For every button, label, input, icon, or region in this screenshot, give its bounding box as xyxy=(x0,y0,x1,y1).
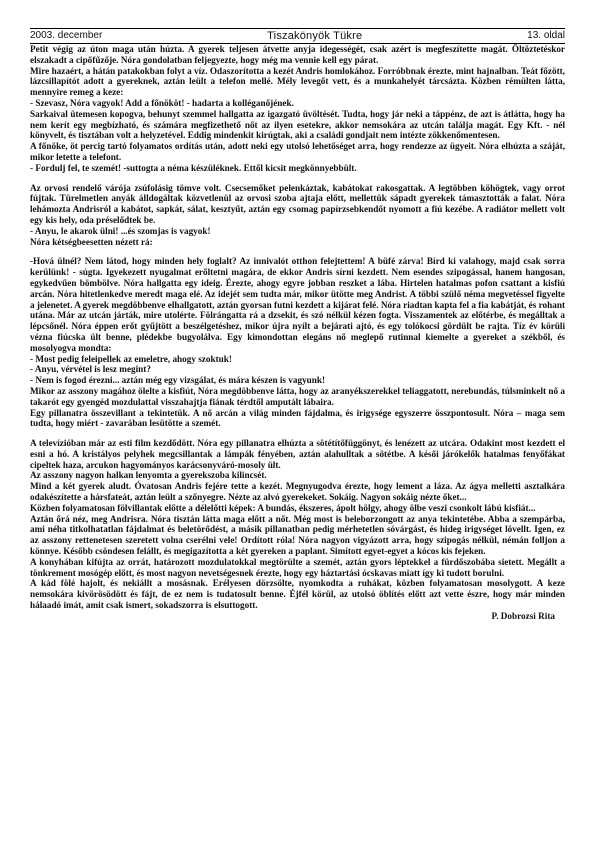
paragraph: Mikor az asszony magához ölelte a kisfiút, Nóra megdöbbenve látta, hogy az aranyékszerekkel teliaggatott, nerebundás, túlsminkelt nő a takarót egy gyengéd mozdulattal visszahajtja fiának térdtől amputált lábaira. xyxy=(30,385,565,407)
paragraph: Közben folyamatosan fölvillantak előtte a délelőtti képek: A bundás, ékszeres, ápolt hölgy, ahogy ölbe veszi csonkolt lábú kisfiát... xyxy=(30,502,536,513)
paragraph: Egy pillanatra összevillant a tekintetük. A nő arcán a világ minden fájdalma, és irigysége egyszerre összpontosult. Nóra – maga sem tudta, hogy miért - zavarában lesütötte a szemét. xyxy=(30,407,565,429)
paragraph: Aztán őrá néz, meg Andrisra. Nóra tisztán látta maga előtt a nőt. Még most is beleborzongott az anya tekintetébe. Abba a szempárba, ami néha titkolhatatlan fájdalmat és beletörődést, a másik pillanatban pedig mérhetetlen sóvárgást, és hideg irigységet lövellt. Igen, ez az asszony rettenetesen szeretett volna cserélni vele! Ordított róla! Nóra nagyon vigyázott arra, hogy szipogás nélkül, némán folljon a könnye. Később csöndesen felállt, és megigazította a két gyereken a paplant. Simított egyet-egyet a kócos kis fejeken. xyxy=(30,513,565,557)
author-signature: P. Dobrozsi Rita xyxy=(491,610,555,621)
issue-date: 2003. december xyxy=(30,30,103,41)
paragraph: Az orvosi rendelő várója zsúfolásig tömve volt. Csecsemőket pelenkáztak, kabátokat rakosgattak. A legtöbben köhögtek, vagy orrot fújtak. Türelmetlen anyák álldogáltak közvetlenül az orvosi szoba ajtaja előtt, mellettük sápadt gyerekek támasztották a falat. Nóra lehámozta Andrisról a kabátot, sapkát, sálat, kesztyűt, aztán egy csomag papírzsebkendőt nyomott a fiú kezébe. A radiátor mellett volt egy kis hely, oda préselődtek be. xyxy=(30,182,565,225)
page-header xyxy=(30,28,565,44)
section-gap xyxy=(30,247,565,256)
paragraph: - Szevasz, Nóra vagyok! Add a főnököt! - hadarta a kolléganőjének. xyxy=(30,97,294,108)
paragraph: A főnöke, öt percig tartó folyamatos ordítás után, adott neki egy utolsó lehetőséget arra, hogy rendezze az ügyeit. Nóra elhúzta a száját, mikor letette a telefont. xyxy=(30,141,565,162)
paragraph: A televízióban már az esti film kezdődött. Nóra egy pillanatra elhúzta a sötétítőfüggönyt, és lenézett az utcára. Odakint most kezdett el esni a hó. A kristályos pelyhek megcsillantak a lámpák fényében, aztán alahulltak a sötétbe. A késői járókelők hatalmas fenyőfákat cipeltek haza, arcukon hagyományos karácsonyváró-mosoly ült. xyxy=(30,438,565,470)
paragraph: - Fordulj fel, te szemét! -suttogta a néma készüléknek. Ettől kicsit megkönnyebbült. xyxy=(30,162,357,173)
page-number: 13. oldal xyxy=(527,30,565,41)
paragraph: Nóra kétségbeesetten nézett rá: xyxy=(30,236,153,247)
paragraph: - Most pedig feleipellek az emeletre, ahogy szoktuk! xyxy=(30,353,232,364)
paragraph: Petit végig az úton maga után húzta. A gyerek teljesen átvette anyja idegességét, csak azért is megfeszítette magát. Öltöztetéskor elszakadt a cipőfűzője. Nóra gondolatban feljegyezte, hogy még ma vennie kell egy párat. xyxy=(30,44,565,65)
paragraph: A kád fölé hajolt, és nekiállt a mosásnak. Erélyesen dörzsölte, nyomkodta a ruhákat, közben folyamatosan mosolygott. A keze nemsokára kivörösödött és fájt, de ez nem is tudatosult benne. Éjfél körül, az utolsó öblítés előtt azt vette észre, hogy már minden hálaadó imát, amit csak ismert, sokadszorra is elsuttogott. xyxy=(30,578,565,611)
paragraph: -Hová ülnél? Nem látod, hogy minden hely foglalt? Az innivalót otthon felejtettem! A büfé zárva! Bírd ki valahogy, majd csak sorra kerülünk! - súgta. Igyekezett nyugalmat erőltetni magára, de ekkor Andris sírni kezdett. Nem esendes szipogással, hanem hangosan, egykedvűen bömbölve. Nóra hallgatta egy ideig. Érezte, ahogy egyre jobban reszket a lába. Hirtelen hatalmas pofon csattant a kisfiú arcán. Nóra hitetlenkedve meredt maga elé. Az idejét sem tudta már, mikor ütötte meg Andrist. A többi szülő néma megvetéssel figyelte a jelenetet. A gyerek megdöbbenve elhallgatott, aztán gyorsan futni kezdett a kijárat felé. Nóra riadtan kapta fel a fia kabátját, és rohant utána. Már az utcán járták, mire utolérte. Fölrángatta rá a dzsekit, és szó nélkül kézen fogta. Visszamentek az előtérbe, és megálltak a lépcsőnél. Nóra éppen erőt gyűjtött a beszélgetéshez, mikor újra nyílt a bejárati ajtó, és egy tolókocsi gördült be rajta. Tíz év körüli vézna fiúcska ült benne, plédekbe bugyolálva. Egy kimondottan elegáns nő meglepő rutinnal kiemelte a gyereket a székből, és mosolyogva mondta: xyxy=(30,256,565,353)
paragraph: - Anyu, le akarok ülni! ...és szomjas is vagyok! xyxy=(30,225,211,236)
paragraph: - Nem is fogod érezni... aztán még egy vizsgálat, és mára készen is vagyunk! xyxy=(30,375,326,386)
paragraph: Az asszony nagyon halkan lenyomta a gyerekszoba kilincsét. xyxy=(30,470,267,481)
paragraph: Mind a két gyerek aludt. Óvatosan Andris fejére tette a kezét. Megnyugodva érezte, hogy lement a láza. Az ágya melletti asztalkára odakészítette a hársfateát, aztán leült a szőnyegre. Nézte az alvó gyerekeket. Sokáig. Nagyon sokáig nézte őket... xyxy=(30,481,565,503)
newspaper-title: Tiszakönyök Tükre xyxy=(267,30,363,42)
paragraph: - Anyu, vérvétel is lesz megint? xyxy=(30,364,151,375)
paragraph: Sarkaival ütemesen kopogva, behunyt szemmel hallgatta az igazgató üvöltését. Tudta, hogy jár neki a táppénz, de azt is átlátta, hogy ha nem kerít egy megbízható, és számára megfizethető nőt az ilyen esetekre, akkor nemsokára az utcán találja magát. Egy Kft. - nél könyvelt, és tisztában volt a helyzetével. Eddig mindenkit kirúgtak, aki a családi gondjait nem intézte zökkenőmentesen. xyxy=(30,108,565,141)
article-body xyxy=(30,44,565,622)
paragraph: A konyhában kifújta az orrát, határozott mozdulatokkal megtörülte a szemét, aztán gyors léptekkel a fürdőszobába sietett. Megállt a tönkrement mosógép előtt, és most nagyon nevetségesnek érezte, hogy egy háztartási ócskavas miatt így ki tudott borulni. xyxy=(30,556,565,578)
section-gap xyxy=(30,429,565,438)
section-gap xyxy=(30,174,565,183)
paragraph: Mire hazaért, a hátán patakokban folyt a víz. Odaszorította a kezét Andris homlokához. Forróbbnak érezte, mint hajnalban. Teát főzött, lázcsillapítót adott a gyereknek, aztán leült a telefon mellé. Mély levegőt vett, és a munkahelyét tárcsázta. Közben rémülten látta, mennyire remeg a keze: xyxy=(30,65,565,98)
